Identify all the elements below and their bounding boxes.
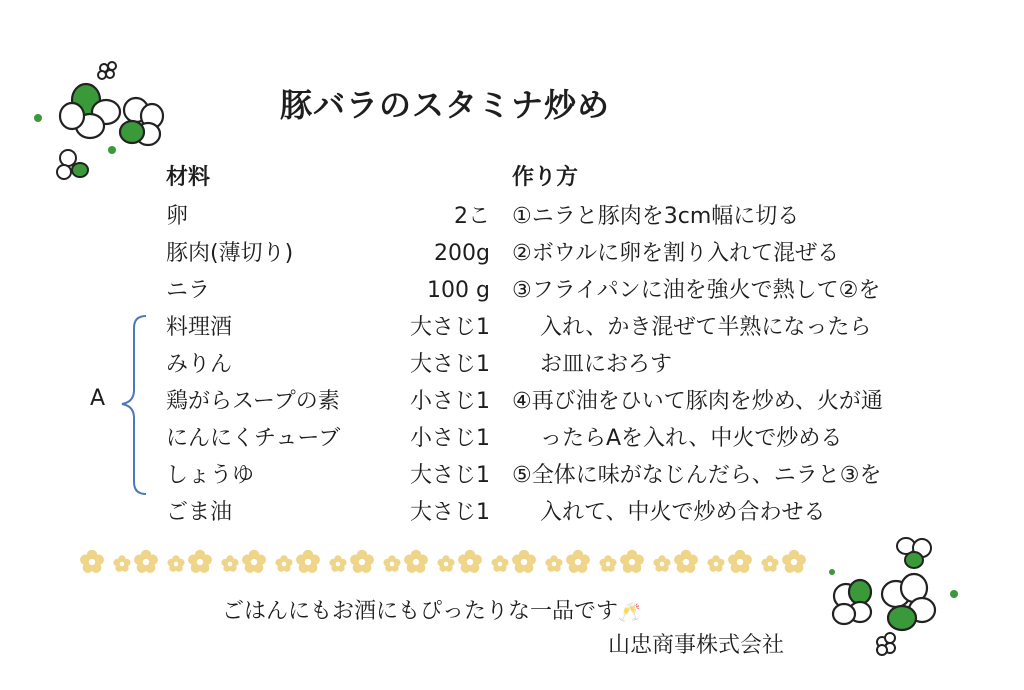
flower-icon — [545, 555, 562, 572]
recipe-title: 豚バラのスタミナ炒め — [280, 86, 611, 124]
ingredient-amount: 大さじ1 — [410, 463, 490, 488]
flower-icon — [437, 555, 454, 572]
clover-decoration-bottom-right — [826, 534, 966, 664]
ingredient-name: みりん — [166, 352, 233, 377]
method-steps — [512, 198, 883, 531]
flower-icon — [512, 550, 536, 573]
ingredient-amount: 大さじ1 — [410, 352, 490, 377]
step-line: お皿におろす — [540, 352, 673, 377]
flower-icon — [329, 555, 346, 572]
ingredients-heading: 材料 — [166, 165, 211, 190]
step-line: ④再び油をひいて豚肉を炒め、火が通 — [512, 389, 883, 414]
flower-icon — [707, 555, 724, 572]
flower-icon — [221, 555, 238, 572]
flower-border — [78, 544, 818, 584]
cheers-icon: 🥂 — [618, 602, 641, 623]
group-bracket — [118, 312, 158, 502]
flower-icon — [296, 550, 320, 573]
step-line: ①ニラと豚肉を3cm幅に切る — [512, 204, 800, 229]
ingredient-amounts — [410, 198, 490, 531]
method-heading: 作り方 — [512, 165, 579, 190]
step-line: ⑤全体に味がなじんだら、ニラと③を — [512, 463, 882, 488]
step-line: 入れて、中火で炒め合わせる — [540, 500, 826, 525]
flower-icon — [620, 550, 644, 573]
ingredient-amount: 大さじ1 — [410, 500, 490, 525]
flower-icon — [383, 555, 400, 572]
flower-icon — [458, 550, 482, 573]
step-line: ったらAを入れ、中火で炒める — [540, 426, 843, 451]
flower-icon — [350, 550, 374, 573]
footer-message — [222, 594, 640, 625]
flower-icon — [80, 550, 104, 573]
ingredient-amount: 200g — [434, 241, 490, 266]
flower-icon — [188, 550, 212, 573]
ingredient-amount: 小さじ1 — [410, 389, 490, 414]
ingredient-name: 豚肉(薄切り) — [166, 241, 294, 266]
flower-icon — [653, 555, 670, 572]
step-line: ②ボウルに卵を割り入れて混ぜる — [512, 241, 840, 266]
flower-icon — [674, 550, 698, 573]
flower-icon — [404, 550, 428, 573]
ingredient-name: ごま油 — [166, 500, 233, 525]
step-line: ③フライパンに油を強火で熱して②を — [512, 278, 881, 303]
footer-message-text: ごはんにもお酒にもぴったりな一品です — [222, 599, 619, 624]
group-label: A — [90, 386, 106, 411]
flower-icon — [728, 550, 752, 573]
flower-icon — [566, 550, 590, 573]
ingredient-name: ニラ — [166, 278, 211, 303]
company-name: 山忠商事株式会社 — [608, 633, 785, 658]
ingredient-amount: 2こ — [454, 204, 490, 229]
flower-icon — [761, 555, 778, 572]
step-line: 入れ、かき混ぜて半熟になったら — [540, 315, 872, 340]
flower-icon — [491, 555, 508, 572]
ingredient-name: 料理酒 — [166, 315, 233, 340]
flower-icon — [113, 555, 130, 572]
ingredient-name: にんにくチューブ — [166, 426, 341, 451]
ingredient-amount: 小さじ1 — [410, 426, 490, 451]
flower-icon — [242, 550, 266, 573]
ingredient-name: しょうゆ — [166, 463, 255, 488]
flower-icon — [599, 555, 616, 572]
ingredient-amount: 大さじ1 — [410, 315, 490, 340]
flower-icon — [167, 555, 184, 572]
flower-icon — [134, 550, 158, 573]
ingredient-name: 卵 — [166, 204, 189, 229]
flower-icon — [275, 555, 292, 572]
ingredient-names — [166, 198, 340, 531]
ingredient-name: 鶏がらスープの素 — [166, 389, 340, 414]
ingredient-amount: 100 g — [427, 278, 490, 303]
flower-icon — [782, 550, 806, 573]
